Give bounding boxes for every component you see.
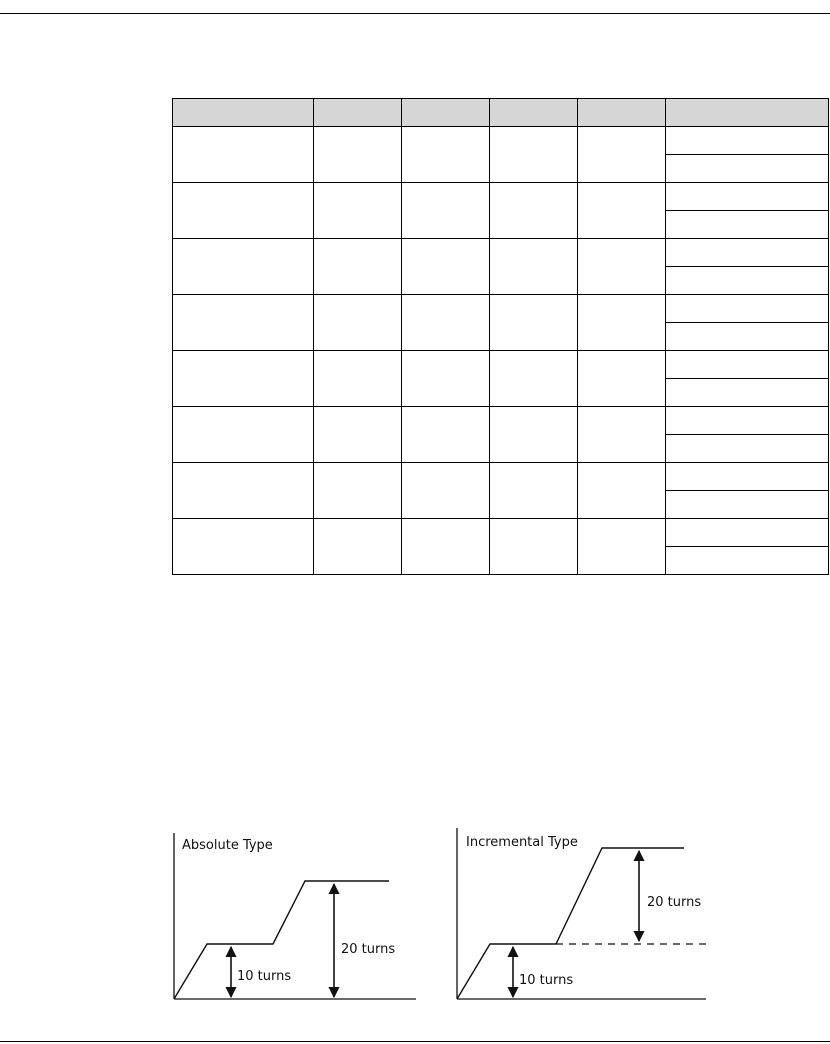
footer-rule <box>0 1041 830 1042</box>
incremental-type-panel <box>457 828 706 999</box>
absolute-20-turns-label: 20 turns <box>341 942 396 957</box>
absolute-type-panel <box>174 833 416 999</box>
incremental-10-turns-label: 10 turns <box>519 973 574 988</box>
absolute-type-title: Absolute Type <box>182 838 273 853</box>
incremental-type-title: Incremental Type <box>466 835 578 850</box>
incremental-20-turns-label: 20 turns <box>647 895 702 910</box>
absolute-10-turns-label: 10 turns <box>237 969 292 984</box>
